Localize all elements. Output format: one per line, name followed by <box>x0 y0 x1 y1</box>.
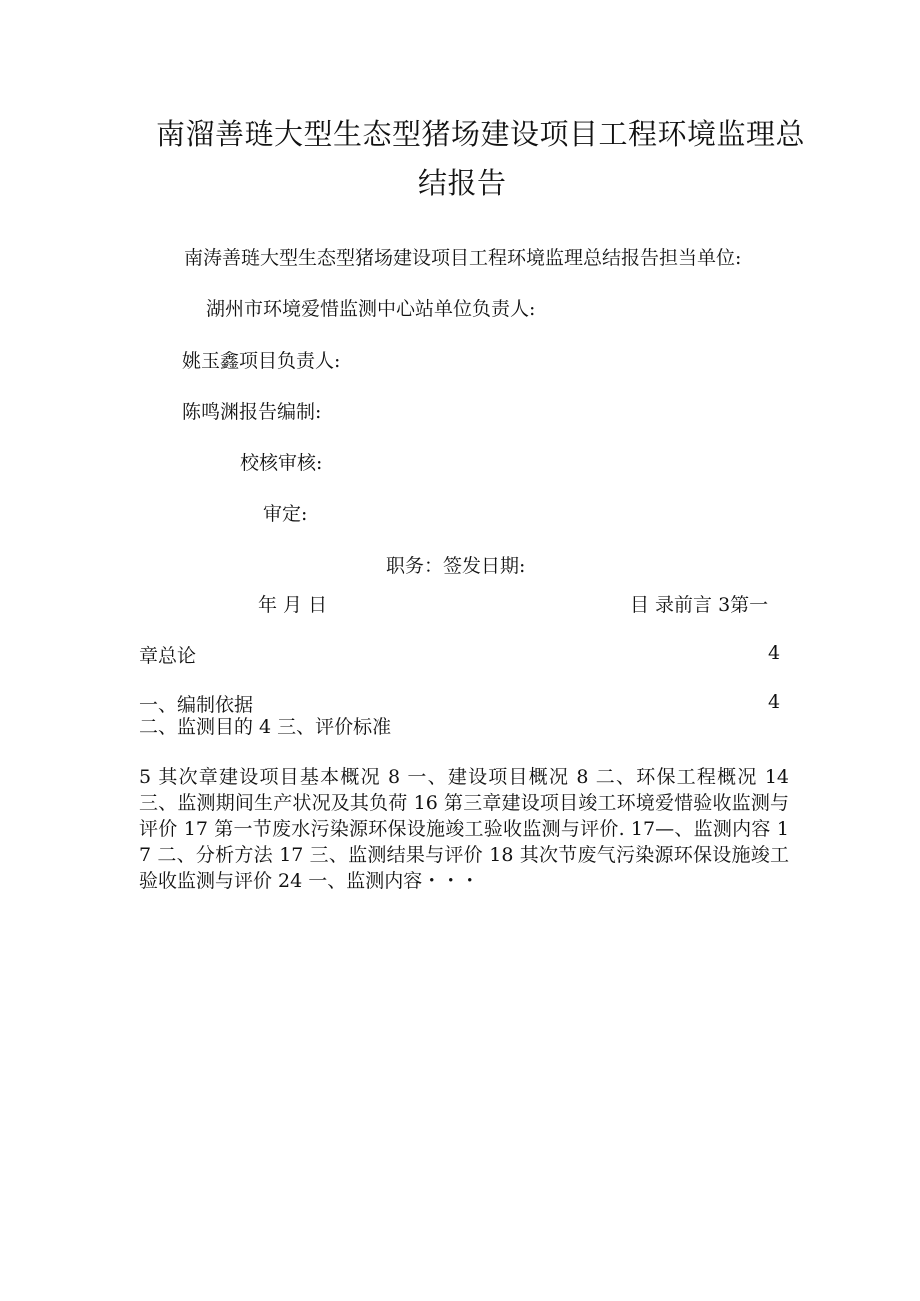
responsible-unit-line: 南涛善琏大型生态型猪场建设项目工程环境监理总结报告担当单位: <box>184 247 742 269</box>
report-editor-line: 陈鸣渊报告编制: <box>182 401 322 423</box>
proofreader-line: 校核审核: <box>240 452 323 474</box>
toc-item-1-page: 4 <box>768 691 781 713</box>
toc-chapter1-page: 4 <box>768 642 781 664</box>
toc-item-2: 二、监测目的 4 三、评价标准 <box>139 716 392 738</box>
date-placeholder: 年 月 日 <box>258 594 328 616</box>
position-date-line: 职务：签发日期: <box>386 555 526 577</box>
report-title-line2: 结报告 <box>418 166 507 200</box>
toc-item-1: 一、编制依据 <box>139 694 254 716</box>
report-title-line1: 南溜善琏大型生态型猪场建设项目工程环境监理总 <box>156 117 806 151</box>
toc-intro: 目 录前言 3第一 <box>630 594 769 616</box>
project-head-line: 姚玉鑫项目负责人: <box>182 350 341 372</box>
toc-paragraph: 5 其次章建设项目基本概况 8 一、建设项目概况 8 二、环保工程概况 14 三、监测期间生产状况及其负荷 16 第三章建设项目竣工环境爱惜验收监测与评价 17 第一节废水污染源环保设施竣工验收监测与评价. 17—、监测内容 17 二、分析方法 17 三、监测结果与评价 18 其次节废气污染源环保设施竣工验收监测与评价 24 一、监测内容・・・ <box>139 766 789 892</box>
unit-head-line: 湖州市环境爱惜监测中心站单位负责人: <box>206 298 536 320</box>
toc-chapter1: 章总论 <box>139 645 197 667</box>
approver-line: 审定: <box>263 503 308 525</box>
